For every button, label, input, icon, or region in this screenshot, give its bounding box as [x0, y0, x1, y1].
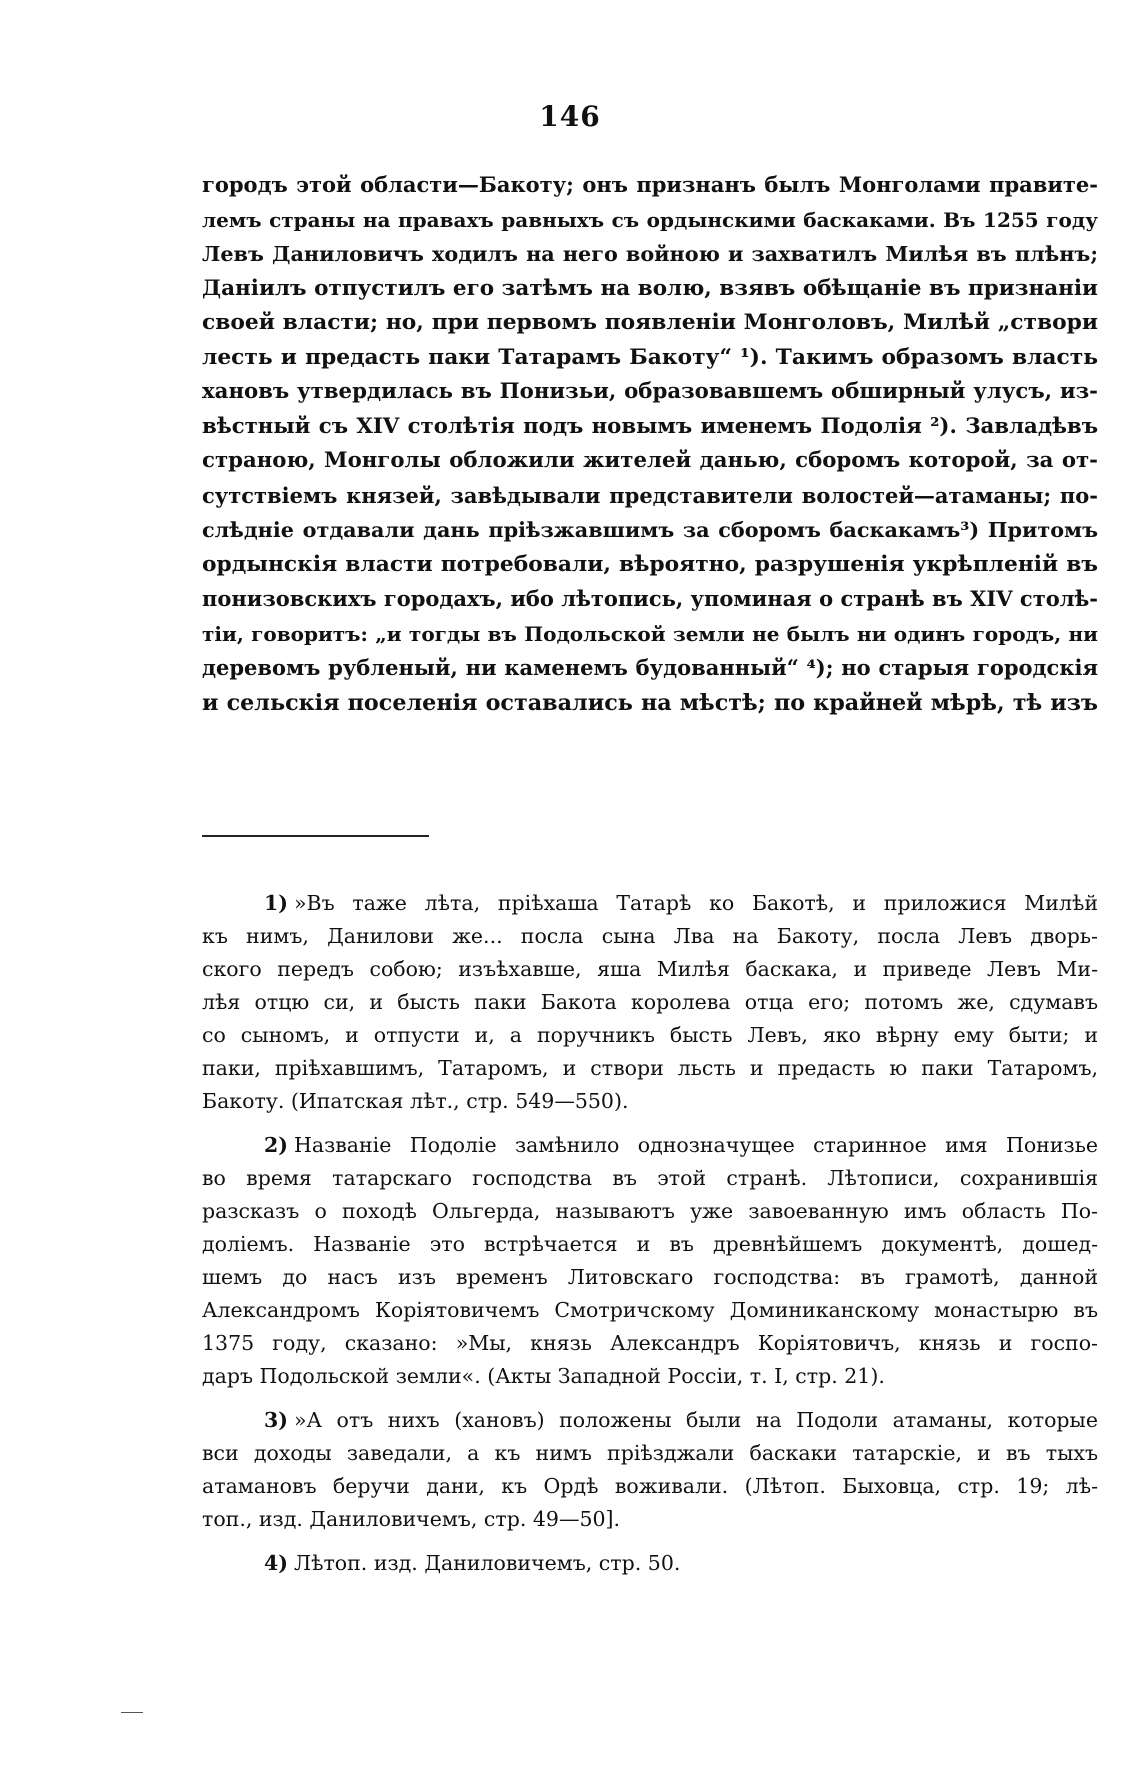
footnote-line: со сыномъ, и отпусти и, а поручникъ бысть Левъ, яко вѣрну ему быти; и	[202, 1023, 1098, 1047]
footnote-line: къ нимъ, Данилови же... посла сына Лва на Бакоту, посла Левъ дворь-	[202, 924, 1098, 948]
footnote-line: лѣя отцю си, и бысть паки Бакота королева отца его; потомъ же, сдумавъ	[202, 990, 1098, 1014]
stray-mark	[121, 1712, 143, 1713]
footnote-line: »А отъ нихъ (хановъ) положены были на Подоли атаманы, которые	[293, 1408, 1098, 1432]
main-text-line: хановъ утвердилась въ Понизьи, образовавшемъ обширный улусъ, из-	[202, 379, 1098, 404]
footnote-line: Александромъ Коріятовичемъ Смотричскому Доминиканскому монастырю въ	[202, 1298, 1098, 1322]
main-text-line: деревомъ рубленый, ни каменемъ будованный“ ⁴); но старыя городскія	[202, 655, 1098, 680]
main-text-line: Даніилъ отпустилъ его затѣмъ на волю, взявъ обѣщаніе въ признаніи	[202, 275, 1098, 301]
footnote-marker: 1)	[264, 891, 288, 915]
main-text-line: вѣстный съ XIV столѣтія подъ новымъ именемъ Подолія ²). Завладѣвъ	[202, 413, 1098, 439]
footnote-line: вси доходы заведали, а къ нимъ пріѣзджали баскаки татарскіе, и въ тыхъ	[202, 1441, 1098, 1465]
footnote-line: топ., изд. Даниловичемъ, стр. 49—50].	[202, 1507, 621, 1531]
footnote-line: Бакоту. (Ипатская лѣт., стр. 549—550).	[202, 1089, 629, 1113]
main-text-line: лемъ страны на правахъ равныхъ съ ордынскими баскаками. Въ 1255 году	[202, 207, 1098, 232]
main-text-line: понизовскихъ городахъ, ибо лѣтопись, упоминая о странѣ въ XIV столѣ-	[202, 586, 1098, 611]
footnote-1	[202, 887, 1098, 1118]
footnote-2	[202, 1129, 1098, 1393]
main-text-line: своей власти; но, при первомъ появленіи Монголовъ, Милѣй „створи	[202, 310, 1098, 335]
footnote-line: во время татарскаго господства въ этой странѣ. Лѣтописи, сохранившія	[202, 1166, 1098, 1190]
footnote-line: паки, пріѣхавшимъ, Татаромъ, и створи льсть и предасть ю паки Татаромъ,	[202, 1056, 1098, 1080]
footnote-marker: 4)	[264, 1551, 288, 1575]
footnote-line: ского передъ собою; изъѣхавше, яша Милѣя баскака, и приведе Левъ Ми-	[202, 957, 1098, 981]
main-text-line: страною, Монголы обложили жителей данью, сборомъ которой, за от-	[202, 448, 1098, 473]
footnote-line: шемъ до насъ изъ временъ Литовскаго господства: въ грамотѣ, данной	[202, 1265, 1098, 1289]
footnotes	[202, 887, 1098, 1591]
main-text-line: городъ этой области—Бакоту; онъ признанъ былъ Монголами правите-	[202, 172, 1098, 197]
footnote-line: даръ Подольской земли«. (Акты Западной Россіи, т. I, стр. 21).	[202, 1364, 885, 1388]
footnote-line: разсказъ о походѣ Ольгерда, называютъ уже завоеванную имъ область По-	[202, 1199, 1098, 1223]
page-number: 146	[539, 100, 601, 133]
footnote-line: доліемъ. Названіе это встрѣчается и въ древнѣйшемъ документѣ, дошед-	[202, 1232, 1098, 1256]
footnote-line: Лѣтоп. изд. Даниловичемъ, стр. 50.	[293, 1551, 681, 1575]
footnote-marker: 2)	[264, 1133, 288, 1157]
footnote-marker: 3)	[264, 1408, 288, 1432]
main-text-line: и сельскія поселенія оставались на мѣстѣ; по крайней мѣрѣ, тѣ изъ	[202, 689, 1098, 716]
footnote-line: 1375 году, сказано: »Мы, князь Александръ Коріятовичъ, князь и госпо-	[202, 1331, 1098, 1355]
main-text-line: слѣдніе отдавали дань пріѣзжавшимъ за сборомъ баскакамъ³) Притомъ	[202, 518, 1098, 542]
main-text-line: тіи, говоритъ: „и тогды въ Подольской земли не былъ ни одинъ городъ, ни	[202, 621, 1098, 646]
footnote-line: »Въ таже лѣта, пріѣхаша Татарѣ ко Бакотѣ, и приложися Милѣй	[293, 891, 1098, 915]
main-text-line: Левъ Даниловичъ ходилъ на него войною и захватилъ Милѣя въ плѣнъ;	[202, 242, 1098, 266]
footnote-3	[202, 1404, 1098, 1536]
footnote-separator	[202, 835, 429, 837]
main-text-line: лесть и предасть паки Татарамъ Бакоту“ ¹). Такимъ образомъ власть	[202, 344, 1098, 370]
main-text-line: ордынскія власти потребовали, вѣроятно, разрушенія укрѣпленій въ	[202, 551, 1098, 577]
footnote-4	[202, 1547, 1098, 1580]
main-text-line: сутствіемъ князей, завѣдывали представители волостей—атаманы; по-	[202, 482, 1098, 508]
footnote-line: Названіе Подоліе замѣнило однозначущее старинное имя Понизье	[293, 1133, 1098, 1157]
footnote-line: атамановъ беручи дани, къ Ордѣ воживали. (Лѣтоп. Быховца, стр. 19; лѣ-	[202, 1474, 1098, 1498]
main-text	[202, 168, 1098, 720]
